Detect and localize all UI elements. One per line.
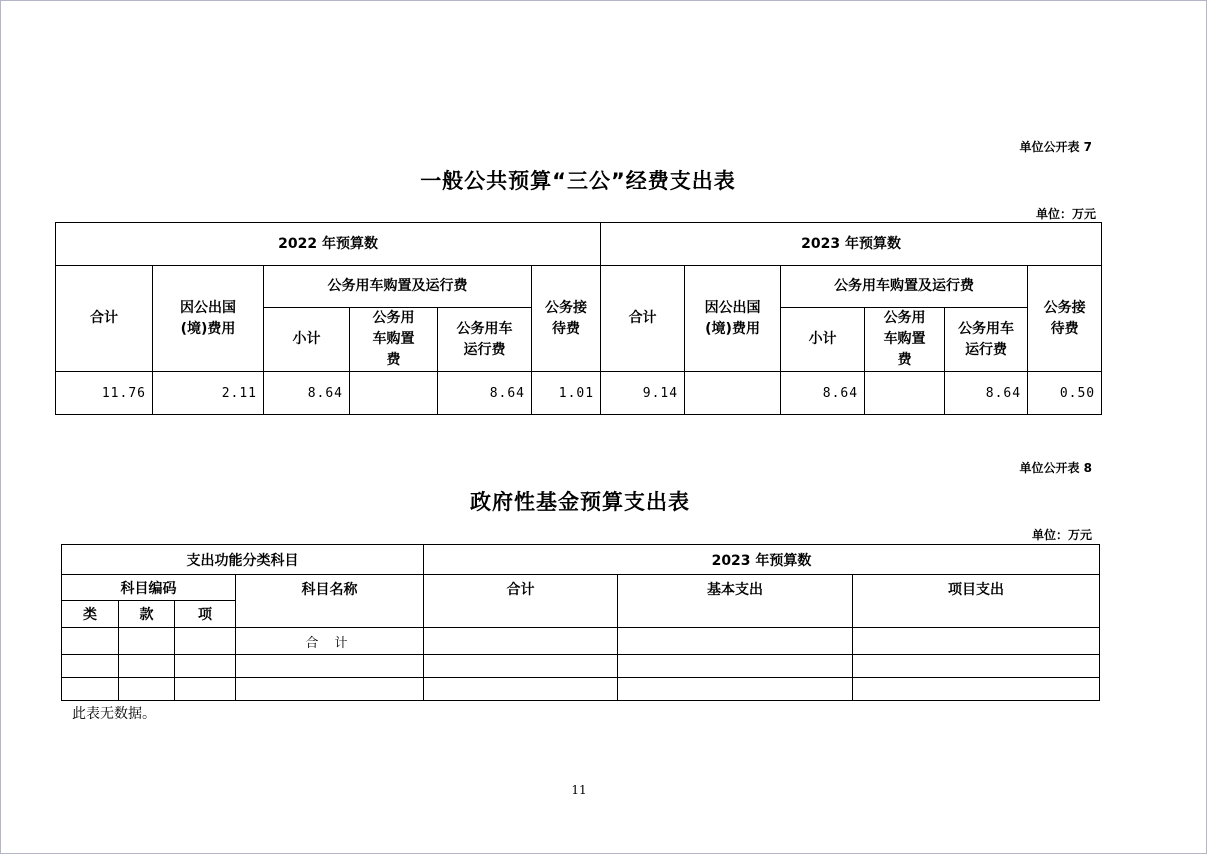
cell-vehicle-purchase-2022 — [350, 372, 438, 415]
table7-unit: 单位：万元 — [1035, 207, 1096, 221]
table8 — [61, 544, 1100, 701]
header-vehicle-group-2022: 公务用车购置及运行费 — [264, 266, 532, 308]
no-data-note: 此表无数据。 — [72, 706, 156, 722]
cell-abroad-2022: 2.11 — [153, 372, 264, 415]
name-header: 科目名称 — [236, 575, 424, 628]
cell-empty — [424, 678, 618, 701]
year-2023-header: 2023 年预算数 — [601, 223, 1102, 266]
cell-empty — [618, 678, 853, 701]
table8-unit: 单位：万元 — [1031, 528, 1092, 542]
cell-empty — [618, 628, 853, 655]
table8-tag: 单位公开表 8 — [1019, 461, 1092, 475]
cell-total-2023: 9.14 — [601, 372, 685, 415]
table7-tag: 单位公开表 7 — [1019, 140, 1092, 154]
cell-subtotal-2022: 8.64 — [264, 372, 350, 415]
header-reception-2023: 公务接待费 — [1028, 266, 1102, 372]
cell-empty — [853, 655, 1100, 678]
cell-empty — [119, 678, 175, 701]
cell-empty — [175, 628, 236, 655]
year-2023-header-t8: 2023 年预算数 — [424, 545, 1100, 575]
header-total-2023: 合计 — [601, 266, 685, 372]
cell-empty — [853, 678, 1100, 701]
table8-title: 政府性基金预算支出表 — [470, 490, 690, 514]
cell-empty — [119, 628, 175, 655]
total-row-label: 合 计 — [236, 628, 424, 655]
project-header: 项目支出 — [853, 575, 1100, 628]
page-number: 11 — [571, 783, 587, 797]
cell-empty — [236, 655, 424, 678]
cell-empty — [236, 678, 424, 701]
header-abroad-2022: 因公出国(境)费用 — [153, 266, 264, 372]
cell-empty — [62, 655, 119, 678]
lei-header: 类 — [62, 601, 119, 628]
cell-empty — [618, 655, 853, 678]
cell-subtotal-2023: 8.64 — [781, 372, 865, 415]
cell-empty — [62, 628, 119, 655]
cell-abroad-2023 — [685, 372, 781, 415]
cell-reception-2022: 1.01 — [532, 372, 601, 415]
cell-vehicle-operation-2023: 8.64 — [945, 372, 1028, 415]
header-vehicle-purchase-2023: 公务用车购置费 — [865, 308, 945, 372]
cell-reception-2023: 0.50 — [1028, 372, 1102, 415]
xiang-header: 项 — [175, 601, 236, 628]
header-vehicle-purchase-2022: 公务用车购置费 — [350, 308, 438, 372]
header-subtotal-2022: 小计 — [264, 308, 350, 372]
header-reception-2022: 公务接待费 — [532, 266, 601, 372]
header-abroad-2023: 因公出国(境)费用 — [685, 266, 781, 372]
header-vehicle-operation-2023: 公务用车运行费 — [945, 308, 1028, 372]
cell-empty — [119, 655, 175, 678]
total-header: 合计 — [424, 575, 618, 628]
year-2022-header: 2022 年预算数 — [56, 223, 601, 266]
basic-header: 基本支出 — [618, 575, 853, 628]
cell-empty — [424, 655, 618, 678]
table7 — [55, 222, 1102, 415]
header-subtotal-2023: 小计 — [781, 308, 865, 372]
cell-vehicle-purchase-2023 — [865, 372, 945, 415]
cell-vehicle-operation-2022: 8.64 — [438, 372, 532, 415]
header-total-2022: 合计 — [56, 266, 153, 372]
cell-empty — [175, 655, 236, 678]
cell-total-2022: 11.76 — [56, 372, 153, 415]
func-group-header: 支出功能分类科目 — [62, 545, 424, 575]
cell-empty — [175, 678, 236, 701]
kuan-header: 款 — [119, 601, 175, 628]
cell-empty — [424, 628, 618, 655]
cell-empty — [62, 678, 119, 701]
header-vehicle-group-2023: 公务用车购置及运行费 — [781, 266, 1028, 308]
table7-title: 一般公共预算“三公”经费支出表 — [420, 169, 736, 193]
code-group-header: 科目编码 — [62, 575, 236, 601]
cell-empty — [853, 628, 1100, 655]
header-vehicle-operation-2022: 公务用车运行费 — [438, 308, 532, 372]
